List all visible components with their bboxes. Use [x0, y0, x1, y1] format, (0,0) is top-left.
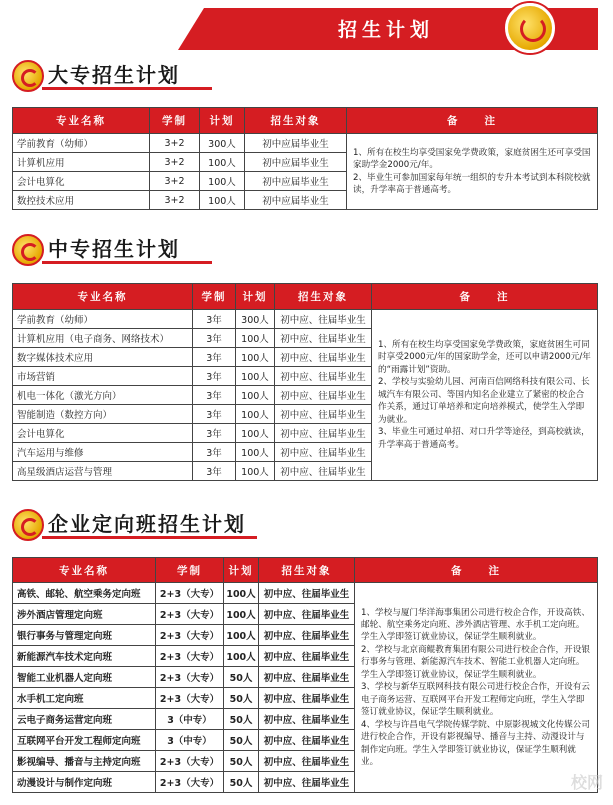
col-header: 招生对象 [259, 558, 355, 583]
major-name: 学前教育（幼师） [13, 310, 193, 329]
quota: 50人 [224, 667, 259, 688]
target: 初中应、往届毕业生 [275, 310, 372, 329]
emblem-icon [12, 60, 44, 92]
section-title-label: 中专招生计划 [48, 237, 180, 261]
duration: 3年 [193, 367, 236, 386]
quota: 50人 [224, 751, 259, 772]
major-name: 高星级酒店运营与管理 [13, 462, 193, 481]
quota: 100人 [236, 443, 275, 462]
target: 初中应、往届毕业生 [275, 367, 372, 386]
major-name: 云电子商务运营定向班 [13, 709, 156, 730]
duration: 3（中专） [156, 730, 224, 751]
table-row [13, 134, 598, 153]
duration: 3年 [193, 462, 236, 481]
target: 初中应、往届毕业生 [275, 405, 372, 424]
target: 初中应、往届毕业生 [259, 730, 355, 751]
target: 初中应、往届毕业生 [275, 348, 372, 367]
duration: 3+2 [150, 134, 200, 153]
quota: 100人 [200, 191, 245, 210]
major-name: 数控技术应用 [13, 191, 150, 210]
duration: 2+3（大专） [156, 625, 224, 646]
qiye-table [12, 557, 598, 793]
col-header: 招生对象 [245, 108, 347, 134]
col-header: 备 注 [347, 108, 598, 134]
quota: 100人 [200, 153, 245, 172]
notes-cell: 1、所有在校生均享受国家免学费政策，家庭贫困生可同时享受2000元/年的国家助学金，还可以申请2000元/年的“雨露计划”资助。 2、学校与实验幼儿园、河南百信网络科技有限公司、长城汽车有限公司、等国内知名企业建立了紧密的校企合作关系，通过订单培养和定向培养模式，使学生入学即为就业。 3、毕业生可通过单招、对口升学等途径，到高校就读，升学率高于普通高考。 [372, 310, 598, 481]
target: 初中应、往届毕业生 [275, 386, 372, 405]
target: 初中应届毕业生 [245, 153, 347, 172]
section-title-label: 企业定向班招生计划 [48, 512, 246, 536]
quota: 100人 [200, 172, 245, 191]
school-logo-icon [505, 3, 555, 53]
target: 初中应、往届毕业生 [259, 604, 355, 625]
quota: 100人 [236, 424, 275, 443]
duration: 3+2 [150, 172, 200, 191]
quota: 100人 [236, 348, 275, 367]
notes-cell: 1、所有在校生均享受国家免学费政策，家庭贫困生还可享受国家助学金2000元/年。 2、毕业生可参加国家每年统一组织的专升本考试到本科院校就读，升学率高于普通高考。 [347, 134, 598, 210]
col-header: 备 注 [372, 284, 598, 310]
table-row [13, 310, 598, 329]
major-name: 会计电算化 [13, 172, 150, 191]
major-name: 智能工业机器人定向班 [13, 667, 156, 688]
notes-cell: 1、学校与厦门华洋海事集团公司进行校企合作，开设高铁、邮轮、航空乘务定向班、涉外酒店管理、水手机工定向班。学生入学即签订就业协议，保证学生顺利就业。 2、学校与北京商鲲教育集团有限公司进行校企合作，开设银行事务与管理、新能源汽车技术、智能工业机器人定向班。学生入学即签订就业协议，保证学生顺利就业。 3、学校与新华互联网科技有限公司进行校企合作，开设有云电子商务运营、互联网平台开发工程师定向班，学生入学即签订就业协议，保证学生顺利就业。 4、学校与许昌电气学院传媒学院、中原影视城文化传媒公司进行校企合作，开设有影视编导、播音与主持、动漫设计与制作定向班。学生入学即签订就业协议，保证学生顺利就业。 [355, 583, 598, 793]
col-header: 计划 [200, 108, 245, 134]
major-name: 智能制造（数控方向） [13, 405, 193, 424]
target: 初中应、往届毕业生 [275, 329, 372, 348]
watermark: 校网 [570, 773, 603, 792]
quota: 100人 [236, 462, 275, 481]
major-name: 互联网平台开发工程师定向班 [13, 730, 156, 751]
duration: 3年 [193, 348, 236, 367]
major-name: 动漫设计与制作定向班 [13, 772, 156, 793]
major-name: 涉外酒店管理定向班 [13, 604, 156, 625]
col-header: 专业名称 [13, 108, 150, 134]
target: 初中应、往届毕业生 [275, 462, 372, 481]
major-name: 机电一体化（激光方向） [13, 386, 193, 405]
quota: 50人 [224, 688, 259, 709]
target: 初中应、往届毕业生 [259, 583, 355, 604]
quota: 100人 [236, 367, 275, 386]
zhongzhuan-table [12, 283, 598, 481]
duration: 2+3（大专） [156, 688, 224, 709]
duration: 3+2 [150, 191, 200, 210]
section-title-dazhuan [12, 60, 212, 92]
duration: 2+3（大专） [156, 604, 224, 625]
duration: 3+2 [150, 153, 200, 172]
target: 初中应届毕业生 [245, 172, 347, 191]
target: 初中应、往届毕业生 [259, 709, 355, 730]
col-header: 备 注 [355, 558, 598, 583]
target: 初中应、往届毕业生 [259, 625, 355, 646]
major-name: 会计电算化 [13, 424, 193, 443]
duration: 2+3（大专） [156, 583, 224, 604]
duration: 3年 [193, 386, 236, 405]
major-name: 学前教育（幼师） [13, 134, 150, 153]
target: 初中应、往届毕业生 [275, 424, 372, 443]
quota: 100人 [236, 405, 275, 424]
target: 初中应、往届毕业生 [259, 772, 355, 793]
section-underline [42, 536, 257, 539]
dazhuan-table [12, 107, 598, 210]
section-underline [42, 261, 212, 264]
duration: 2+3（大专） [156, 667, 224, 688]
major-name: 新能源汽车技术定向班 [13, 646, 156, 667]
quota: 300人 [236, 310, 275, 329]
col-header: 学制 [193, 284, 236, 310]
duration: 2+3（大专） [156, 646, 224, 667]
col-header: 计划 [224, 558, 259, 583]
target: 初中应、往届毕业生 [275, 443, 372, 462]
col-header: 招生对象 [275, 284, 372, 310]
duration: 3年 [193, 443, 236, 462]
section-title-qiye [12, 509, 272, 541]
duration: 3年 [193, 310, 236, 329]
section-title-zhongzhuan [12, 234, 212, 266]
target: 初中应届毕业生 [245, 191, 347, 210]
col-header: 学制 [156, 558, 224, 583]
major-name: 水手机工定向班 [13, 688, 156, 709]
quota: 100人 [224, 625, 259, 646]
major-name: 高铁、邮轮、航空乘务定向班 [13, 583, 156, 604]
major-name: 汽车运用与维修 [13, 443, 193, 462]
duration: 2+3（大专） [156, 751, 224, 772]
quota: 100人 [236, 386, 275, 405]
major-name: 银行事务与管理定向班 [13, 625, 156, 646]
major-name: 市场营销 [13, 367, 193, 386]
quota: 100人 [224, 604, 259, 625]
target: 初中应、往届毕业生 [259, 688, 355, 709]
quota: 100人 [224, 646, 259, 667]
target: 初中应届毕业生 [245, 134, 347, 153]
major-name: 计算机应用（电子商务、网络技术） [13, 329, 193, 348]
duration: 3年 [193, 329, 236, 348]
major-name: 数字媒体技术应用 [13, 348, 193, 367]
emblem-icon [12, 509, 44, 541]
page-title: 招生计划 [338, 19, 435, 41]
table-row [13, 583, 598, 604]
quota: 50人 [224, 709, 259, 730]
col-header: 专业名称 [13, 558, 156, 583]
quota: 300人 [200, 134, 245, 153]
major-name: 计算机应用 [13, 153, 150, 172]
duration: 2+3（大专） [156, 772, 224, 793]
quota: 50人 [224, 772, 259, 793]
quota: 100人 [236, 329, 275, 348]
duration: 3（中专） [156, 709, 224, 730]
section-title-label: 大专招生计划 [48, 63, 180, 87]
target: 初中应、往届毕业生 [259, 646, 355, 667]
duration: 3年 [193, 424, 236, 443]
col-header: 学制 [150, 108, 200, 134]
duration: 3年 [193, 405, 236, 424]
quota: 50人 [224, 730, 259, 751]
emblem-icon [12, 234, 44, 266]
major-name: 影视编导、播音与主持定向班 [13, 751, 156, 772]
quota: 100人 [224, 583, 259, 604]
col-header: 计划 [236, 284, 275, 310]
col-header: 专业名称 [13, 284, 193, 310]
section-underline [42, 87, 212, 90]
target: 初中应、往届毕业生 [259, 667, 355, 688]
target: 初中应、往届毕业生 [259, 751, 355, 772]
